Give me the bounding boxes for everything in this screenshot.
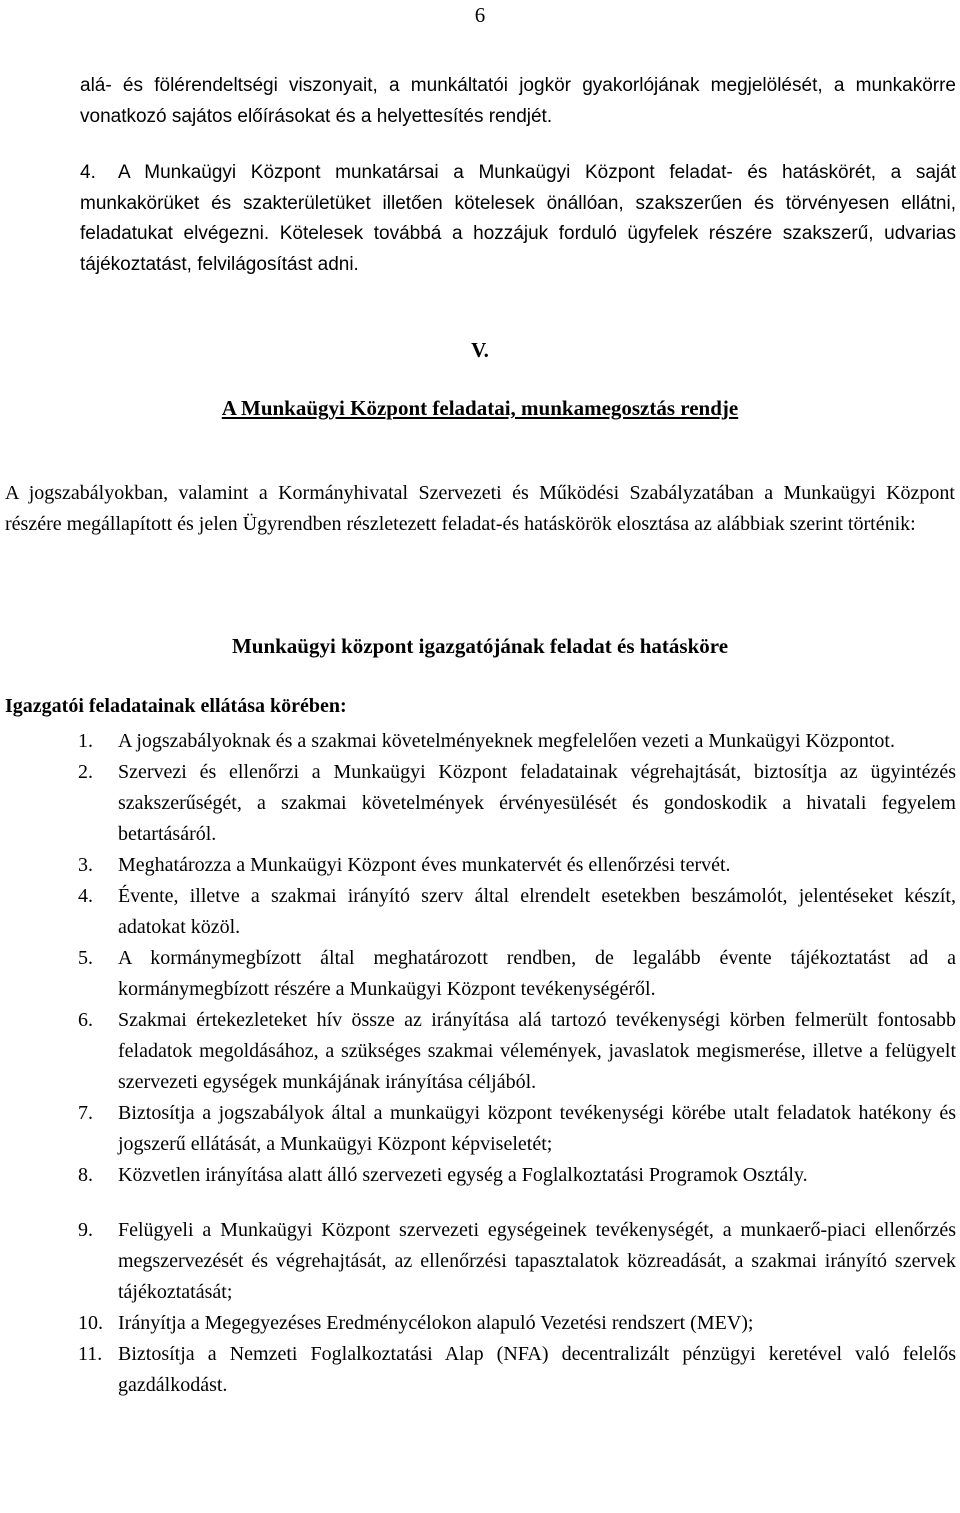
- list-item-text: Szakmai értekezleteket hív össze az irányítása alá tartozó tevékenységi körben felmerült fontosabb feladatok megoldásához, a szükséges szakmai vélemények, javaslatok megismerése, illetve a felügyelt szervezeti egységek munkájának irányítása céljából.: [118, 1009, 956, 1093]
- list-item: [78, 1098, 956, 1160]
- list-item-number: 8.: [78, 1164, 93, 1186]
- director-section-heading: Munkaügyi központ igazgatójának feladat és hatásköre: [231, 634, 729, 658]
- distribution-paragraph: A jogszabályokban, valamint a Kormányhivatal Szervezeti és Működési Szabályzatában a Munkaügyi Központ részére megállapított és jelen Ügyrendben részletezett feladat-és hatáskörök elosztása az alábbiak szerint történik:: [5, 482, 955, 535]
- list-item: [78, 943, 956, 1005]
- intro-paragraph: alá- és fölérendeltségi viszonyait, a munkáltatói jogkör gyakorlójának megjelölését, a munkakörre vonatkozó sajátos előírásokat és a helyettesítés rendjét.: [80, 75, 956, 127]
- page-number: 6: [474, 3, 486, 27]
- list-item-text: Közvetlen irányítása alatt álló szervezeti egység a Foglalkoztatási Programok Osztály.: [118, 1164, 808, 1186]
- list-item: [78, 1215, 956, 1308]
- chapter-title: [0, 394, 960, 422]
- list-item-text: Biztosítja a jogszabályok által a munkaügyi központ tevékenységi körébe utalt feladatok hatékony és jogszerű ellátását, a Munkaügyi Központ képviseletét;: [118, 1102, 956, 1155]
- list-item-text: Meghatározza a Munkaügyi Központ éves munkatervét és ellenőrzési tervét.: [118, 854, 731, 876]
- list-item-number: 10.: [78, 1312, 103, 1334]
- list-item-number: 7.: [78, 1102, 93, 1124]
- list-item-text: Szervezi és ellenőrzi a Munkaügyi Központ feladatainak végrehajtását, biztosítja az ügyintézés szakszerűségét, a szakmai követelmények érvényesülését és gondoskodik a hivatali fegyelem betartásáról.: [118, 761, 956, 845]
- list-item: [78, 881, 956, 943]
- list-item-number: 1.: [78, 730, 93, 752]
- list-item: [78, 757, 956, 850]
- point-4-text: A Munkaügyi Központ munkatársai a Munkaügyi Központ feladat- és hatáskörét, a saját munkakörüket és szakterületüket illetően kötelesek önállóan, szakszerűen és törvényesen ellátni, feladatukat elvégezni. Kötelesek továbbá a hozzájuk forduló ügyfelek részére szakszerű, udvarias tájékoztatást, felvilágosítást adni.: [80, 162, 956, 275]
- list-item-number: 5.: [78, 947, 93, 969]
- list-item: [78, 850, 956, 881]
- chapter-number: V.: [471, 338, 489, 362]
- list-item-text: A kormánymegbízott által meghatározott rendben, de legalább évente tájékoztatást ad a kormánymegbízott részére a Munkaügyi Központ tevékenységéről.: [118, 947, 956, 1000]
- point-4-number: 4.: [80, 162, 96, 183]
- duties-subheading: Igazgatói feladatainak ellátása körében:: [5, 695, 347, 717]
- list-item-text: Irányítja a Megegyezéses Eredménycélokon alapuló Vezetési rendszert (MEV);: [118, 1312, 754, 1334]
- list-item: [78, 1160, 956, 1191]
- chapter-title-text: A Munkaügyi Központ feladatai, munkamegosztás rendje: [221, 396, 739, 420]
- list-item: [78, 1308, 956, 1339]
- list-item-number: 9.: [78, 1219, 93, 1241]
- list-item: [78, 726, 956, 757]
- list-item-text: Biztosítja a Nemzeti Foglalkoztatási Alap (NFA) decentralizált pénzügyi keretével való felelős gazdálkodást.: [118, 1343, 956, 1396]
- list-item-number: 3.: [78, 854, 93, 876]
- list-item-number: 2.: [78, 761, 93, 783]
- list-item: [78, 1005, 956, 1098]
- list-item-number: 6.: [78, 1009, 93, 1031]
- list-item-number: 4.: [78, 885, 93, 907]
- list-item-text: Felügyeli a Munkaügyi Központ szervezeti egységeinek tevékenységét, a munkaerő-piaci ellenőrzés megszervezését és végrehajtását, az ellenőrzési tapasztalatok közreadását, a szakmai irányító szervek tájékoztatását;: [118, 1219, 956, 1303]
- point-4-paragraph: [80, 158, 956, 280]
- list-item-number: 11.: [78, 1343, 103, 1365]
- duties-list: [78, 726, 956, 1401]
- list-item: [78, 1339, 956, 1401]
- list-item-text: A jogszabályoknak és a szakmai követelményeknek megfelelően vezeti a Munkaügyi Központot.: [118, 730, 895, 752]
- list-item-text: Évente, illetve a szakmai irányító szerv által elrendelt esetekben beszámolót, jelentéseket készít, adatokat közöl.: [118, 885, 956, 938]
